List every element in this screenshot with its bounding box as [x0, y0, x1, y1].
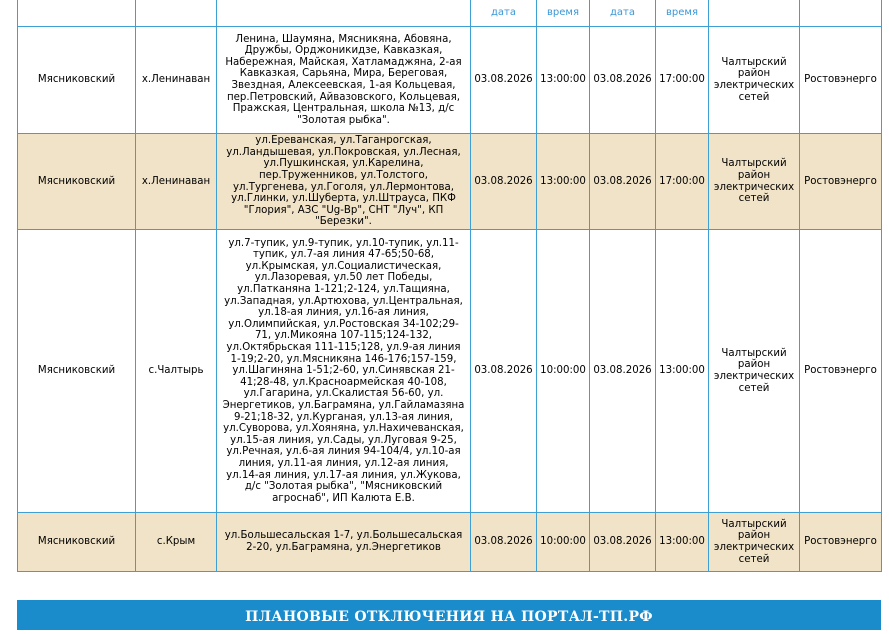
cell-locality: х.Ленинаван: [136, 134, 217, 230]
cell-start-time: 13:00:00: [537, 27, 590, 134]
cell-addresses: ул.Большесальская 1-7, ул.Большесальская 2-20, ул.Баграмяна, ул.Энергетиков: [217, 513, 471, 572]
cell-start-date: 03.08.2026: [471, 134, 537, 230]
cell-locality: с.Чалтырь: [136, 230, 217, 513]
cell-locality: х.Ленинаван: [136, 27, 217, 134]
cell-district: Мясниковский: [18, 27, 136, 134]
table-row: [18, 230, 882, 513]
cell-addresses: ул.7-тупик, ул.9-тупик, ул.10-тупик, ул.11-тупик, ул.7-ая линия 47-65;50-68, ул.Крымская, ул.Социалистическая, ул.Лазоревая, ул.50 лет Победы, ул.Патканяна 1-121;2-124, ул.Тащияна, ул.Западная, ул.Артюхова, ул.Центральная, ул.18-ая линия, ул.16-ая линия, ул.Олимпийская, ул.Ростовская 34-102;29-71, ул.Микояна 107-115;124-132, ул.Октябрьская 111-115;128, ул.9-ая линия 1-19;2-20, ул.Мясникяна 146-176;157-159, ул.Шагиняна 1-51;2-60, ул.Синявская 21-41;28-48, ул.Красноармейская 40-108, ул.Гагарина, ул.Скалистая 56-60, ул. Энергетиков, ул.Баграмяна, ул.Гайламазяна 9-21;18-32, ул.Курганая, ул.13-ая линия, ул.Суворова, ул.Хояняна, ул.Нахичеванская, ул.15-ая линия, ул.Сады, ул.Луговая 9-25, ул.Речная, ул.6-ая линия 94-104/4, ул.10-ая линия, ул.11-ая линия, ул.12-ая линия, ул.14-ая линия, ул.17-ая линия, ул.Жукова, д/с "Золотая рыбка", "Мясниковский агроснаб", ИП Калюта Е.В.: [217, 230, 471, 513]
cell-end-date: 03.08.2026: [590, 27, 656, 134]
header-start-time: время: [537, 0, 590, 27]
cell-res: Чалтырский район электрических сетей: [709, 134, 800, 230]
cell-district: Мясниковский: [18, 230, 136, 513]
cell-start-date: 03.08.2026: [471, 513, 537, 572]
table-row: [18, 134, 882, 230]
planned-outages-banner[interactable]: ПЛАНОВЫЕ ОТКЛЮЧЕНИЯ НА ПОРТАЛ-ТП.РФ: [17, 600, 881, 630]
cell-company: Ростовэнерго: [800, 513, 882, 572]
header-res: [709, 0, 800, 27]
outage-table: [17, 0, 882, 572]
cell-addresses: Ленина, Шаумяна, Мясникяна, Абовяна, Дружбы, Орджоникидзе, Кавказкая, Набережная, Майская, Хатламаджяна, 2-ая Кавказкая, Сарьяна, Мира, Береговая, Звездная, Алексеевская, 1-ая Кольцевая, пер.Петровский, Айвазовского, Кольцевая, Пражская, Центральная, школа №13, д/с "Золотая рыбка".: [217, 27, 471, 134]
table-row: [18, 513, 882, 572]
cell-res: Чалтырский район электрических сетей: [709, 27, 800, 134]
header-locality: [136, 0, 217, 27]
cell-company: Ростовэнерго: [800, 134, 882, 230]
cell-end-time: 17:00:00: [656, 134, 709, 230]
header-end-time: время: [656, 0, 709, 27]
cell-end-time: 17:00:00: [656, 27, 709, 134]
header-start-date: дата: [471, 0, 537, 27]
cell-res: Чалтырский район электрических сетей: [709, 513, 800, 572]
header-addresses: [217, 0, 471, 27]
cell-end-date: 03.08.2026: [590, 513, 656, 572]
cell-res: Чалтырский район электрических сетей: [709, 230, 800, 513]
cell-district: Мясниковский: [18, 513, 136, 572]
cell-company: Ростовэнерго: [800, 230, 882, 513]
cell-end-time: 13:00:00: [656, 230, 709, 513]
cell-district: Мясниковский: [18, 134, 136, 230]
cell-company: Ростовэнерго: [800, 27, 882, 134]
cell-start-time: 13:00:00: [537, 134, 590, 230]
cell-end-time: 13:00:00: [656, 513, 709, 572]
cell-start-time: 10:00:00: [537, 513, 590, 572]
header-company: [800, 0, 882, 27]
header-end-date: дата: [590, 0, 656, 27]
outage-table-wrapper: [17, 0, 882, 572]
cell-start-date: 03.08.2026: [471, 27, 537, 134]
cell-start-date: 03.08.2026: [471, 230, 537, 513]
table-row: [18, 27, 882, 134]
cell-locality: с.Крым: [136, 513, 217, 572]
cell-addresses: ул.Ереванская, ул.Таганрогская, ул.Ландышевая, ул.Покровская, ул.Лесная, ул.Пушкинская, ул.Карелина, пер.Труженников, ул.Толстого, ул.Тургенева, ул.Гоголя, ул.Лермонтова, ул.Глинки, ул.Шуберта, ул.Штрауса, ПКФ "Глория", АЗС "Ug-Вр", СНТ "Луч", КП "Березки".: [217, 134, 471, 230]
cell-end-date: 03.08.2026: [590, 134, 656, 230]
header-district: [18, 0, 136, 27]
cell-end-date: 03.08.2026: [590, 230, 656, 513]
cell-start-time: 10:00:00: [537, 230, 590, 513]
table-header-row: [18, 0, 882, 27]
